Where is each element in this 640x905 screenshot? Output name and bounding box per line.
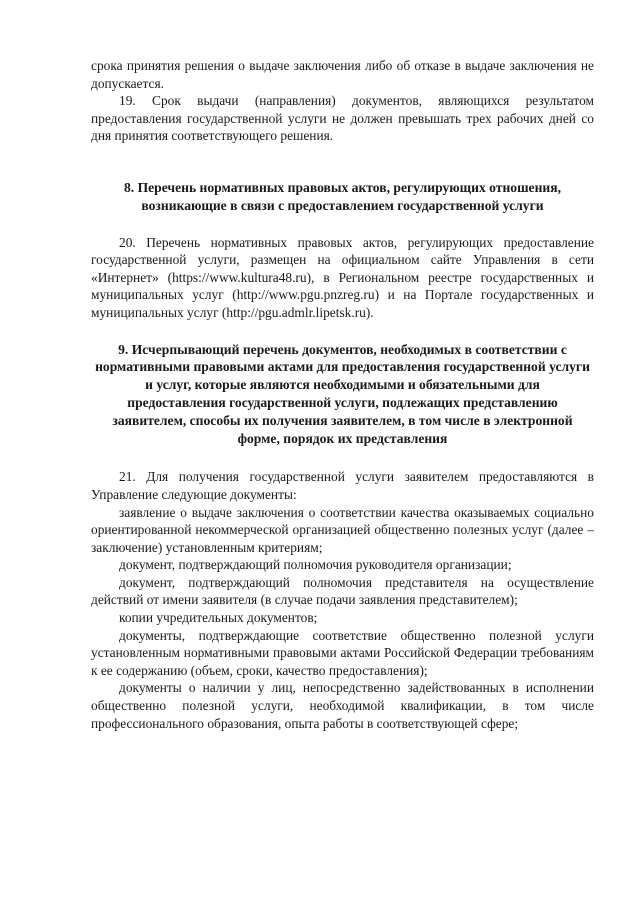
list-item: документ, подтверждающий полномочия руководителя организации;: [119, 557, 512, 573]
paragraph-19: 19. Срок выдачи (направления) документов, являющихся результатом предоставления государственной услуги не должен превышать трех рабочих дней со дня принятия соответствующего решения.: [91, 93, 594, 144]
section-9-heading: 9. Исчерпывающий перечень документов, необходимых в соответствии с нормативными правовыми актами для предоставления государственной услуги и услуг, которые являются необходимыми и обязательными для предоставления государственной услуги, подлежащих представлению заявителем, способы их получения заявителем, в том числе в электронной форме, порядок их представления: [95, 341, 590, 446]
paragraph-20: 20. Перечень нормативных правовых актов, регулирующих предоставление государственной услуги, размещен на официальном сайте Управления в сети «Интернет» (https://www.kultura48.ru), в Региональном реестре государственных и муниципальных услуг (http://www.pgu.pnzreg.ru) и на Портале государственных и муниципальных услуг (http://pgu.admlr.lipetsk.ru).: [91, 234, 594, 320]
paragraph-21: 21. Для получения государственной услуги заявителем предоставляются в Управление следующие документы:: [91, 469, 594, 502]
list-item: документы о наличии у лиц, непосредственно задействованных в исполнении общественно полезной услуги, необходимой квалификации, в том числе профессионального образования, опыта работы в соответствующей сфере;: [91, 680, 594, 731]
list-item: документы, подтверждающие соответствие общественно полезной услуги установленным нормативными правовыми актами Российской Федерации требованиям к ее содержанию (объем, сроки, качество предоставления);: [91, 627, 594, 678]
paragraph-continuation: срока принятия решения о выдаче заключения либо об отказе в выдаче заключения не допускается.: [91, 58, 594, 91]
list-item: документ, подтверждающий полномочия представителя на осуществление действий от имени заявителя (в случае подачи заявления представителем);: [91, 574, 594, 608]
list-item: копии учредительных документов;: [119, 610, 318, 626]
section-8-heading: 8. Перечень нормативных правовых актов, регулирующих отношения, возникающие в связи с предоставлением государственной услуги: [123, 179, 562, 213]
list-item: заявление о выдаче заключения о соответствии качества оказываемых социально ориентированной некоммерческой организацией общественно полезных услуг (далее – заключение) установленным критериям;: [91, 504, 594, 555]
